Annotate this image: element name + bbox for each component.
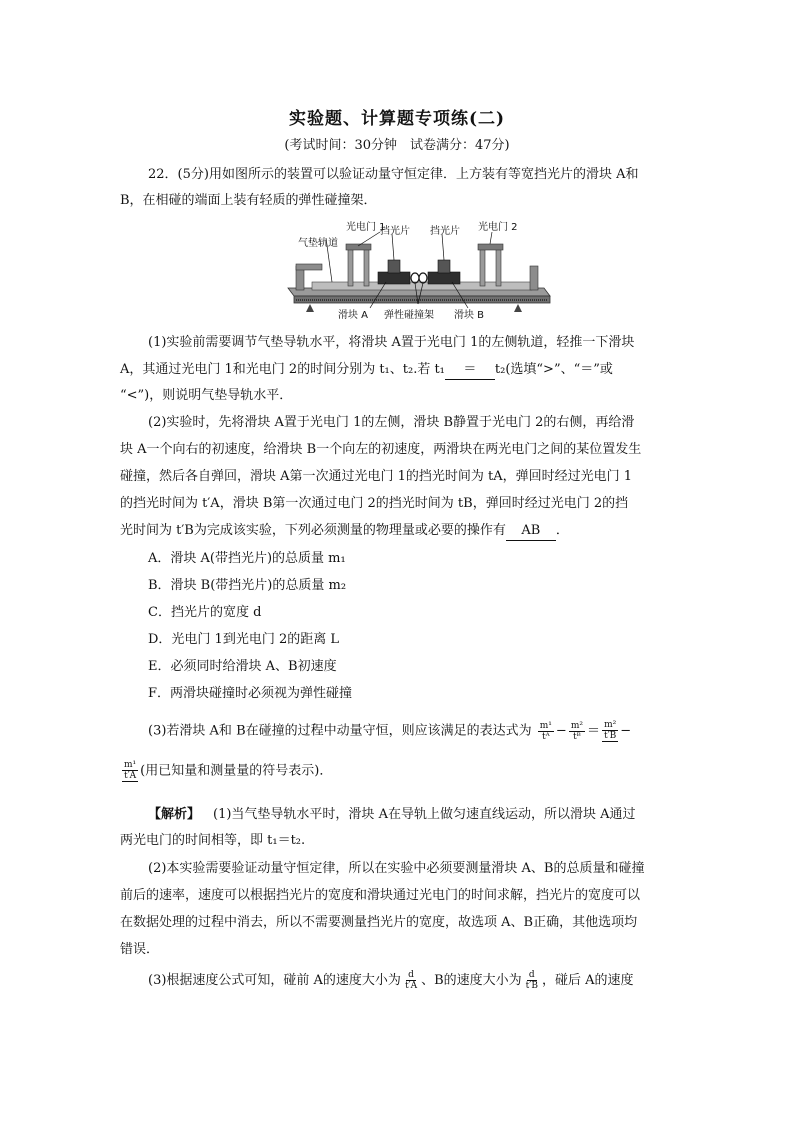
part2-line2: 块 A一个向右的初速度，给滑块 B一个向左的初速度，两滑块在两光电门之间的某位置发生	[120, 442, 642, 457]
label-shield-b: 挡光片	[430, 226, 460, 237]
part1-answer: ＝	[445, 361, 495, 380]
expr-frac4: $\frac{\text{m¹}}{t'A}$	[124, 760, 137, 781]
option-d: D．光电门 1到光电门 2的距离 L	[148, 632, 339, 647]
page-title: 实验题、计算题专项练(二)	[288, 109, 506, 129]
expr-minus1: −	[555, 723, 567, 739]
analysis2-line2: 前后的速率，速度可以根据挡光片的宽度和滑块通过光电门的时间求解，挡光片的宽度可以	[120, 888, 641, 903]
option-a: A．滑块 A(带挡光片)的总质量 m₁	[148, 551, 346, 566]
slider-b	[428, 272, 460, 284]
label-slider-b: 滑块 B	[454, 310, 485, 321]
part2-answer: AB	[506, 522, 556, 541]
label-shield-a: 挡光片	[380, 226, 410, 237]
slider-a	[378, 272, 410, 284]
part2-line5-post: ．	[555, 523, 569, 538]
air-track-diagram	[282, 218, 554, 322]
option-e: E．必须同时给滑块 A、B初速度	[148, 659, 337, 674]
shield-a	[388, 260, 400, 273]
gate1-top	[346, 244, 371, 250]
velocity-a-frac: $\frac{d}{t'A}$	[404, 970, 418, 991]
expr-frac1: $\frac{\text{m¹}}{\text{tᴬ}}$	[539, 720, 552, 742]
option-c: C．挡光片的宽度 d	[148, 605, 262, 620]
part3-line2-post: (用已知量和测量量的符号表示)．	[140, 763, 333, 779]
spring-a	[411, 273, 419, 283]
spring-b	[419, 273, 427, 283]
part1-line1: (1)实验前需要调节气垫导轨水平，将滑块 A置于光电门 1的左侧轨道，轻推一下滑块	[148, 335, 635, 350]
part1-line3: “<”)，则说明气垫导轨水平．	[120, 388, 293, 403]
analysis3-mid: 、B的速度大小为	[421, 973, 522, 988]
analysis-tag: 【解析】	[148, 807, 201, 822]
part1-line2	[120, 361, 613, 380]
option-f: F．两滑块碰撞时必须视为弹性碰撞	[148, 686, 353, 701]
part1-line2-pre: A，其通过光电门 1和光电门 2的时间分别为 t₁、t₂.若 t₁	[120, 362, 445, 377]
part2-line5-pre: 光时间为 t′B为完成该实验，下列必须测量的物理量或必要的操作有	[120, 523, 506, 538]
gate2-post-right	[496, 248, 501, 286]
part2-line4: 的挡光时间为 t′A，滑块 B第一次通过电门 2的挡光时间为 tB，弹回时经过光电门 2的挡	[120, 496, 629, 511]
analysis1-line2: 两光电门的时间相等，即 t₁＝t₂.	[120, 833, 306, 848]
q22-stem-line1: 22．(5分)用如图所示的装置可以验证动量守恒定律．上方装有等宽挡光片的滑块 A和	[148, 167, 639, 182]
q22-stem-line2: B，在相碰的端面上装有轻质的弹性碰撞架．	[120, 193, 377, 208]
part2-line3: 碰撞，然后各自弹回，滑块 A第一次通过光电门 1的挡光时间为 tA，弹回时经过光电门 1	[120, 469, 633, 484]
analysis3-line1	[148, 970, 633, 991]
gate2-top	[478, 244, 503, 250]
expr-equals: ＝	[586, 723, 600, 739]
part3-line1-text: (3)若滑块 A和 B在碰撞的过程中动量守恒，则应该满足的表达式为	[148, 723, 532, 739]
gate1-post-left	[348, 248, 353, 286]
air-track-figure	[282, 218, 554, 322]
part2-line5	[120, 522, 569, 541]
label-gate1: 光电门 1	[346, 222, 386, 233]
expr-frac2: $\frac{\text{m²}}{\text{tᴮ}}$	[570, 720, 583, 742]
analysis-line1	[148, 806, 635, 824]
gate2-post-left	[480, 248, 485, 286]
label-track: 气垫轨道	[298, 238, 338, 249]
analysis2-line1: (2)本实验需要验证动量守恒定律，所以在实验中必须要测量滑块 A、B的总质量和碰撞	[148, 861, 645, 876]
analysis2-line4: 错误．	[120, 942, 160, 957]
analysis3-post: ，碰后 A的速度	[541, 973, 634, 988]
analysis3-pre: (3)根据速度公式可知，碰前 A的速度大小为	[148, 973, 401, 988]
expr-frac3: $\frac{\text{m²}}{t'B}$	[604, 720, 617, 741]
label-slider-a: 滑块 A	[338, 310, 369, 321]
label-spring: 弹性碰撞架	[384, 310, 434, 321]
option-b: B．滑块 B(带挡光片)的总质量 m₂	[148, 578, 347, 593]
analysis1-line1: (1)当气垫导轨水平时，滑块 A在导轨上做匀速直线运动，所以滑块 A通过	[213, 807, 636, 822]
part3-line1	[148, 720, 631, 742]
velocity-b-frac: $\frac{d}{t'B}$	[525, 970, 538, 991]
expr-minus2: −	[620, 723, 632, 739]
part3-line2	[120, 760, 332, 782]
part2-line1: (2)实验时，先将滑块 A置于光电门 1的左侧，滑块 B静置于光电门 2的右侧，再给滑	[148, 415, 635, 430]
part1-line2-post: t₂(选填“>”、“＝”或	[494, 362, 613, 377]
label-gate2: 光电门 2	[478, 222, 518, 233]
analysis2-line3: 在数据处理的过程中消去，所以不需要测量挡光片的宽度，故选项 A、B正确，其他选项均	[120, 915, 638, 930]
exam-info: (考试时间：30分钟 试卷满分：47分)	[284, 138, 510, 153]
gate1-post-right	[364, 248, 369, 286]
shield-b	[438, 260, 450, 273]
